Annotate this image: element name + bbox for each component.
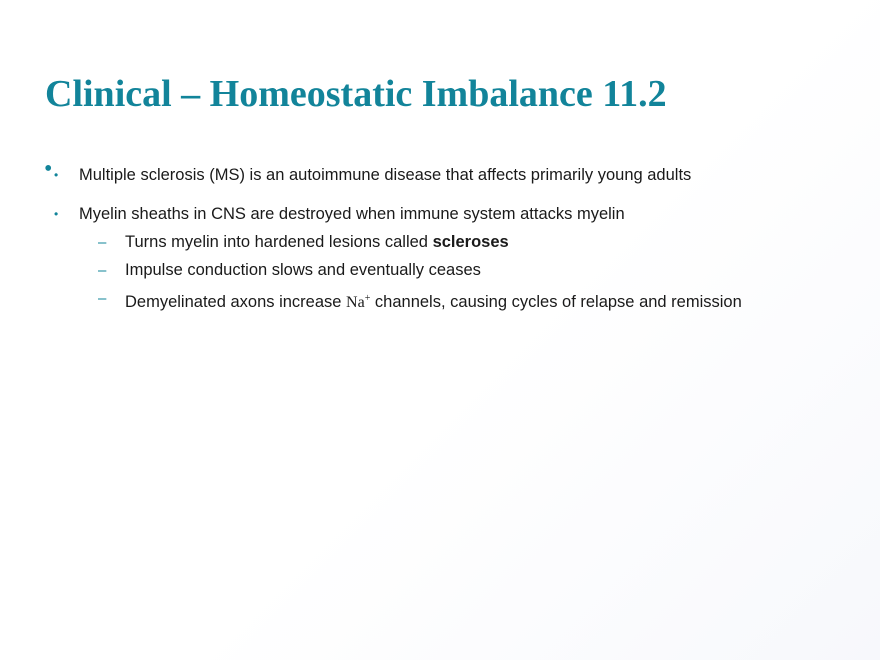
sub-bullet-marker: – [98, 290, 107, 307]
sodium-ion [346, 294, 370, 311]
sub-bullet-conduction: Impulse conduction slows and eventually ceases [125, 261, 481, 279]
ion-symbol: Na [346, 294, 365, 311]
sub-bullet-demyelinated [125, 288, 775, 313]
bullet-text-ms-definition: Multiple sclerosis (MS) is an autoimmune disease that affects primarily young adults [79, 166, 692, 184]
bullet-marker: • [54, 207, 59, 221]
sub-bullet-marker: – [98, 234, 107, 251]
sub-bullet-text: channels, causing cycles of relapse and remission [370, 293, 742, 311]
bold-term-scleroses: scleroses [432, 233, 509, 251]
ion-charge: + [364, 293, 371, 304]
bullet-marker: • [54, 168, 59, 182]
bullet-text-myelin-destroyed: Myelin sheaths in CNS are destroyed when immune system attacks myelin [79, 205, 625, 223]
slide-title: Clinical – Homeostatic Imbalance 11.2 [45, 73, 667, 115]
sub-bullet-scleroses [125, 232, 509, 253]
sub-bullet-text: Demyelinated axons increase [125, 293, 347, 311]
stray-bullet-dot: • [44, 156, 53, 182]
sub-bullet-marker: – [98, 262, 107, 279]
sub-bullet-text: Turns myelin into hardened lesions called [125, 233, 433, 251]
